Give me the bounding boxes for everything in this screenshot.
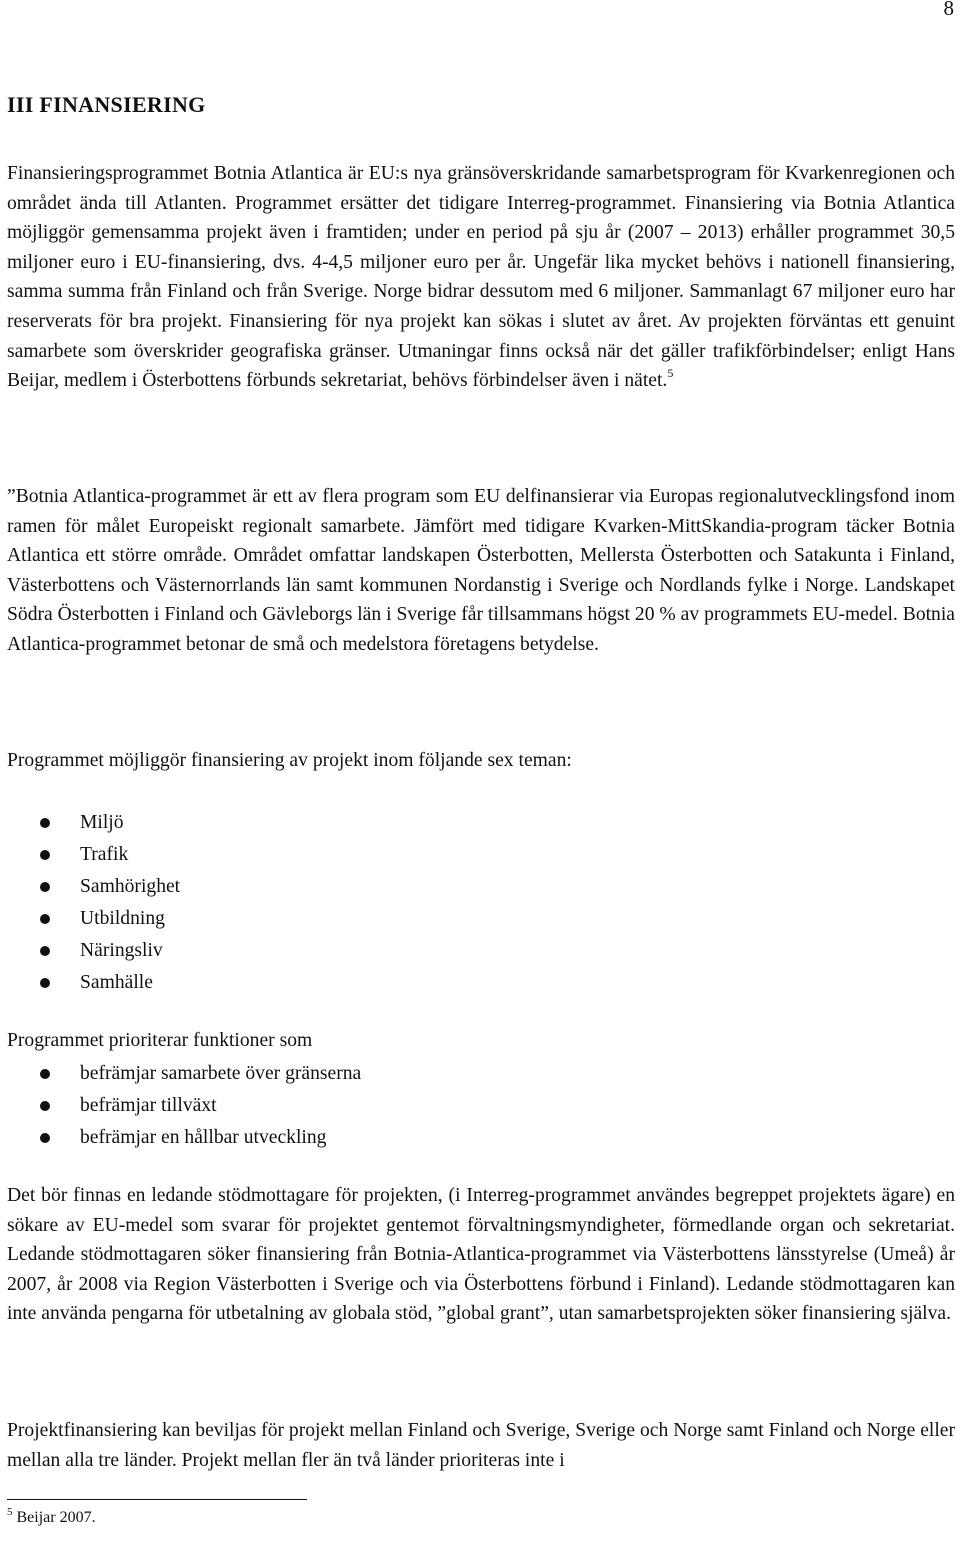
program-quote-paragraph: ”Botnia Atlantica-programmet är ett av flera program som EU delfinansierar via Europas regionalutvecklingsfond inom ramen för målet Europeiskt regionalt samarbete. Jämfört med tidigare Kvarken-MittSkandia-program täcker Botnia Atlantica ett större område. Området omfattar landskapen Österbotten, Mellersta Österbotten och Satakunta i Finland, Västerbottens och Västernorrlands län samt kommunen Nordanstig i Sverige och Nordlands fylke i Norge. Landskapet Södra Österbotten i Finland och Gävleborgs län i Sverige får tillsammans högst 20 % av programmets EU-medel. Botnia Atlantica-programmet betonar de små och medelstora företagens betydelse. xyxy=(7,486,955,655)
list-item xyxy=(0,1090,900,1122)
bullet-icon xyxy=(40,914,50,924)
footnote-number: 5 xyxy=(7,1506,13,1518)
list-item-label: Utbildning xyxy=(80,908,165,929)
list-item xyxy=(0,967,900,999)
list-item xyxy=(0,1122,900,1154)
page-number: 8 xyxy=(943,0,954,20)
footnote xyxy=(7,1507,96,1529)
bullet-icon xyxy=(40,978,50,988)
bullet-icon xyxy=(40,946,50,956)
footnote-reference: 5 xyxy=(667,366,674,381)
footnote-text: Beijar 2007. xyxy=(16,1509,96,1526)
priorities-intro-paragraph: Programmet prioriterar funktioner som xyxy=(7,1030,313,1051)
list-item xyxy=(0,839,900,871)
stakeholder-paragraph: Det bör finnas en ledande stödmottagare för projekten, (i Interreg-programmet användes begreppet projektets ägare) en sökare av EU-medel som svarar för projektet gentemot förvaltningsmyndigheter, förmedlande organ och sekretariat. Ledande stödmottagaren söker finansiering från Botnia-Atlantica-programmet via Västerbottens länsstyrelse (Umeå) år 2007, år 2008 via Region Västerbotten i Sverige och via Österbottens förbund i Finland). Ledande stödmottagaren kan inte använda pengarna för utbetalning av globala stöd, ”global grant”, utan samarbetsprojekten söker finansiering själva. xyxy=(7,1185,955,1325)
list-item-label: Näringsliv xyxy=(80,940,163,961)
list-item xyxy=(0,807,900,839)
bullet-icon xyxy=(40,882,50,892)
bullet-icon xyxy=(40,1069,50,1079)
intro-paragraph-text: Finansieringsprogrammet Botnia Atlantica är EU:s nya gränsöverskridande samarbetsprogram för Kvarkenregionen och området ända till Atlanten. Programmet ersätter det tidigare Interreg-programmet. Finansiering via Botnia Atlantica möjliggör gemensamma projekt även i framtiden; under en period på sju år (2007 – 2013) erhåller programmet 30,5 miljoner euro i EU-finansiering, dvs. 4-4,5 miljoner euro per år. Ungefär lika mycket behövs i nationell finansiering, samma summa från Finland och från Sverige. Norge bidrar dessutom med 6 miljoner. Sammanlagt 67 miljoner euro har reserverats för bra projekt. Finansiering för nya projekt kan sökas i slutet av året. Av projekten förväntas ett genuint samarbete som överskrider geografiska gränser. Utmaningar finns också när det gäller trafikförbindelser; enligt Hans Beijar, medlem i Österbottens förbunds sekretariat, behövs förbindelser även i nätet. xyxy=(7,163,955,392)
bullet-icon xyxy=(40,818,50,828)
list-item-label: Samhälle xyxy=(80,972,153,993)
list-item-label: Miljö xyxy=(80,812,124,833)
themes-list xyxy=(0,807,900,999)
themes-intro-paragraph: Programmet möjliggör finansiering av projekt inom följande sex teman: xyxy=(7,750,572,771)
list-item xyxy=(0,935,900,967)
list-item xyxy=(0,1058,900,1090)
bullet-icon xyxy=(40,1133,50,1143)
footnote-divider xyxy=(7,1499,307,1500)
bullet-icon xyxy=(40,1101,50,1111)
intro-paragraph xyxy=(7,159,955,396)
list-item-label: Trafik xyxy=(80,844,129,865)
list-item-label: befrämjar tillväxt xyxy=(80,1095,217,1116)
list-item-label: Samhörighet xyxy=(80,876,181,897)
list-item xyxy=(0,871,900,903)
list-item-label: befrämjar samarbete över gränserna xyxy=(80,1063,362,1084)
section-heading: III FINANSIERING xyxy=(7,92,206,117)
list-item xyxy=(0,903,900,935)
list-item-label: befrämjar en hållbar utveckling xyxy=(80,1127,327,1148)
priorities-list xyxy=(0,1058,900,1154)
bullet-icon xyxy=(40,850,50,860)
country-paragraph: Projektfinansiering kan beviljas för projekt mellan Finland och Sverige, Sverige och Norge samt Finland och Norge eller mellan alla tre länder. Projekt mellan fler än två länder prioriteras inte i xyxy=(7,1420,955,1471)
